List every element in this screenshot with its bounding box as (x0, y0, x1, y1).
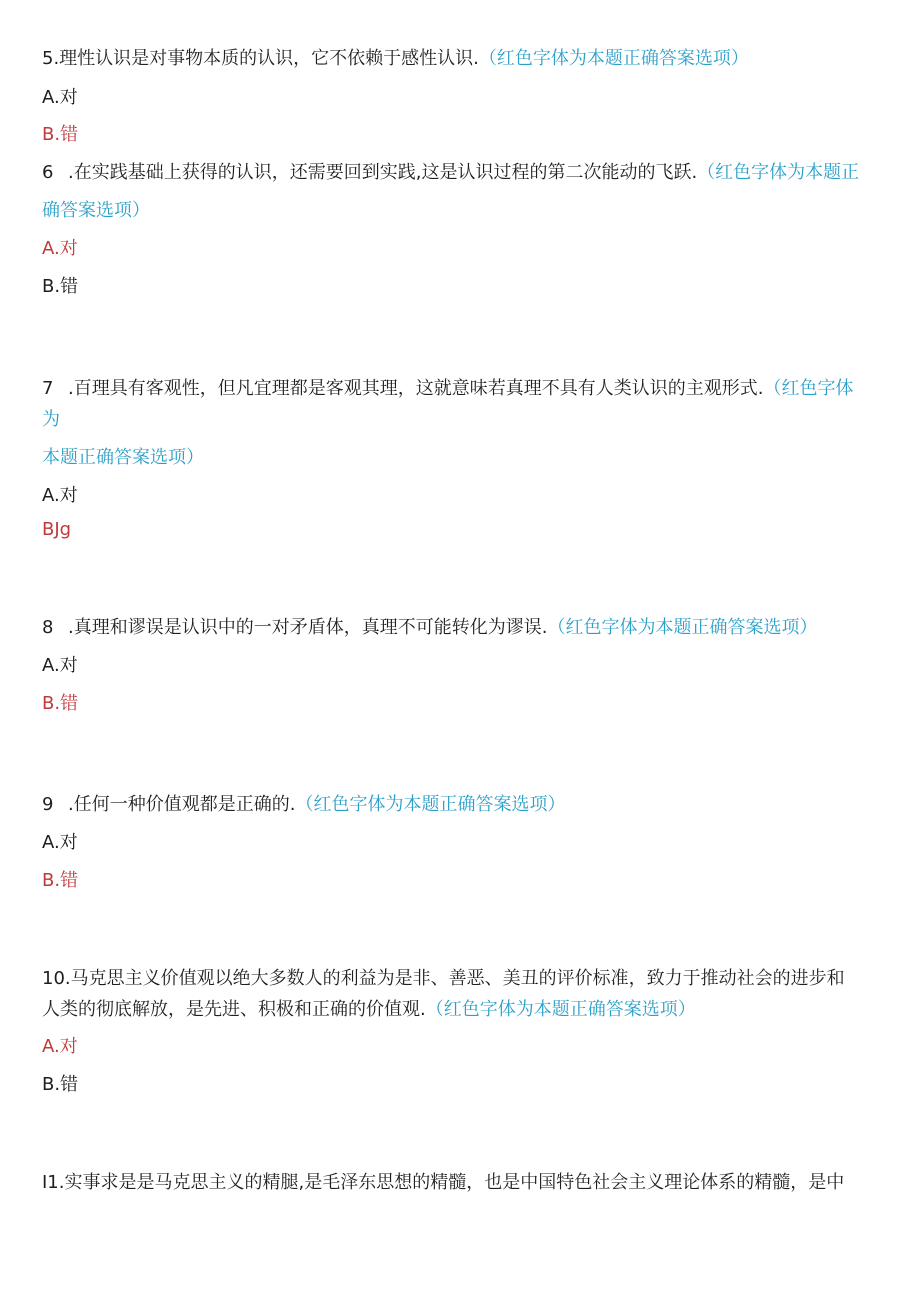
question-9 (42, 793, 565, 817)
answer-hint: （红色字体 (763, 378, 854, 399)
q9-option-b-correct: B.错 (42, 870, 79, 891)
answer-hint: （红色字体为本题正确答案选项） (547, 617, 818, 638)
q6-option-a-correct: A.对 (42, 238, 78, 259)
answer-hint: （红色字体为本题正确答案选项） (425, 999, 696, 1020)
answer-hint-continued: 确答案选项） (42, 200, 150, 221)
question-6-number: 6 (42, 162, 54, 183)
question-10-text: 人类的彻底解放，是先进、积极和正确的价值观. (42, 999, 426, 1020)
question-9-text: .任何一种价值观都是正确的. (68, 794, 296, 815)
q5-option-a: A.对 (42, 87, 78, 108)
question-5 (42, 47, 749, 71)
question-10-line-2 (42, 998, 696, 1022)
question-6 (42, 161, 859, 185)
q7-option-a: A.对 (42, 485, 78, 506)
q8-option-b-correct: B.错 (42, 693, 79, 714)
question-7-number: 7 (42, 378, 54, 399)
q7-option-b-correct: BJg (42, 519, 72, 540)
q8-option-a: A.对 (42, 655, 78, 676)
q5-option-b-correct: B.错 (42, 124, 79, 145)
answer-hint: （红色字体为本题正确答案选项） (295, 794, 566, 815)
q10-option-b: B.错 (42, 1074, 79, 1095)
q9-option-a: A.对 (42, 832, 78, 853)
question-10-line-1: 10.马克思主义价值观以绝大多数人的利益为是非、善恶、美丑的评价标准，致力于推动社会的进步和 (42, 968, 845, 989)
q6-option-b: B.错 (42, 276, 79, 297)
answer-hint: （红色字体为本题正确答案选项） (478, 48, 749, 69)
question-7 (42, 377, 853, 401)
question-5-text: 5.理性认识是对事物本质的认识，它不依赖于感性认识. (42, 48, 479, 69)
answer-hint: （红色字体为本题正 (697, 162, 860, 183)
question-8-number: 8 (42, 617, 54, 638)
question-9-number: 9 (42, 794, 54, 815)
question-8 (42, 616, 817, 640)
question-7-text: .百理具有客观性，但凡宜理都是客观其理，这就意味若真理不具有人类认识的主观形式. (68, 378, 764, 399)
question-6-text: .在实践基础上获得的认识，还需要回到实践,这是认识过程的第二次能动的飞跃. (68, 162, 698, 183)
answer-hint-continued: 为 (42, 409, 60, 430)
answer-hint-continued: 本题正确答案选项） (42, 447, 204, 468)
q10-option-a-correct: A.对 (42, 1036, 78, 1057)
question-11: I1.实事求是是马克思主义的精腿,是毛泽东思想的精髓，也是中国特色社会主义理论体系的精髓，是中 (42, 1172, 845, 1193)
question-8-text: .真理和谬误是认识中的一对矛盾体，真理不可能转化为谬误. (68, 617, 548, 638)
